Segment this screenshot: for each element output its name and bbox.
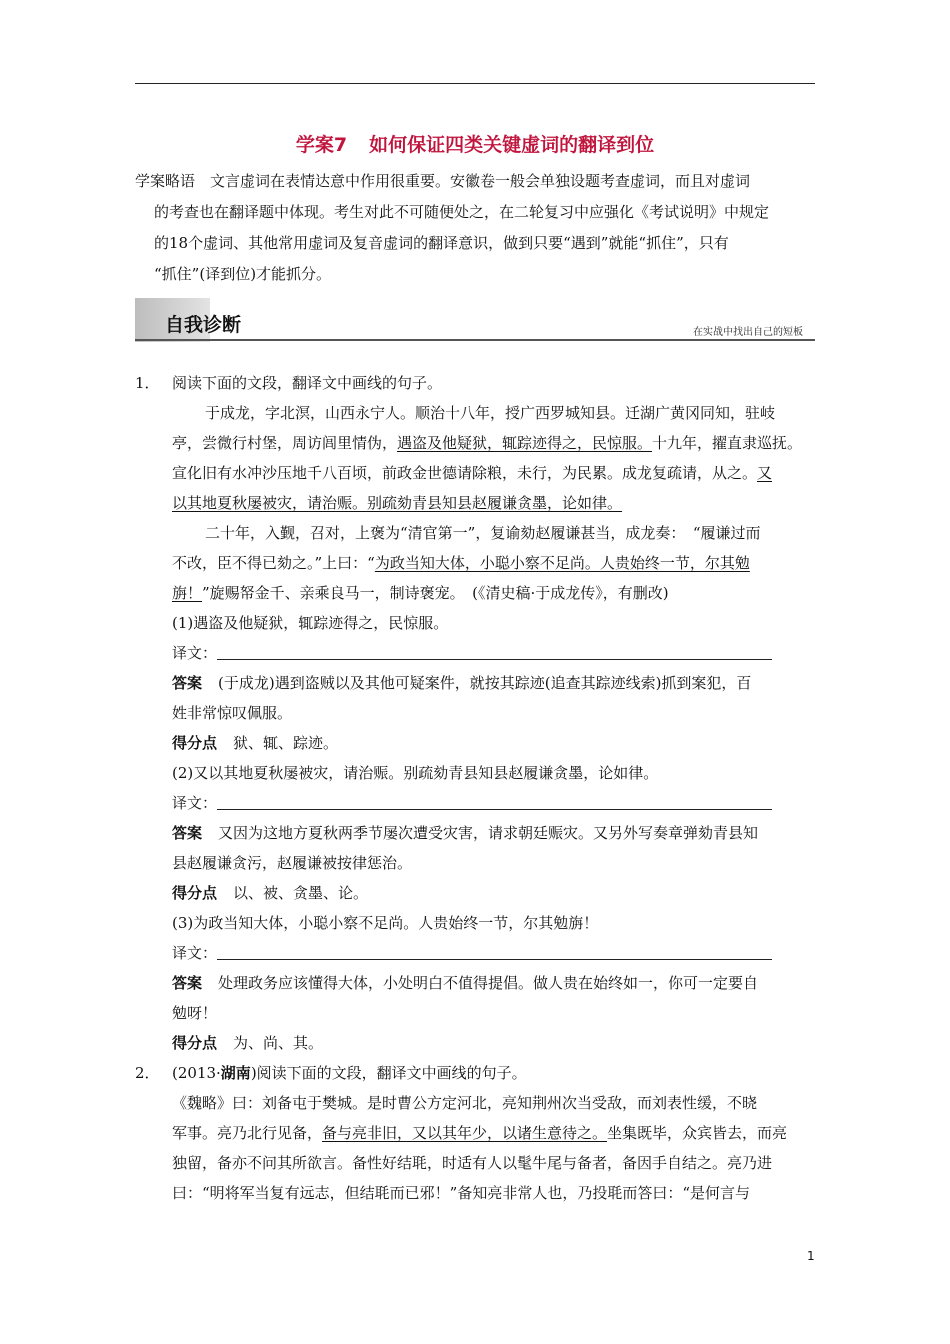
underlined-sentence: 又 — [757, 464, 773, 482]
answer-line — [135, 968, 815, 998]
questions — [135, 368, 815, 1208]
passage-line — [135, 458, 815, 488]
intro-line: “抓住”(译到位)才能抓分。 — [154, 265, 332, 283]
question-text: 阅读下面的文段，翻译文中画线的句子。 — [256, 1064, 527, 1082]
section-slogan: 在实战中找出自己的短板 — [693, 327, 803, 338]
page-number: 1 — [807, 1249, 815, 1263]
title-number: 学案7 — [295, 134, 348, 156]
intro-line: 的18个虚词、其他常用虚词及复音虚词的翻译意识，做到只要“遇到”就能“抓住”，只有 — [154, 234, 729, 252]
sub-question: (3)为政当知大体，小聪小察不足尚。人贵始终一节，尔其勉旃！ — [172, 914, 599, 932]
question-1-prompt — [135, 368, 815, 398]
points-label: 得分点 — [172, 734, 218, 752]
intro-paragraph — [135, 166, 815, 290]
passage-text: ”旋赐帑金千、亲乘良马一，制诗褒宠。 (《清史稿·于成龙传》，有删改) — [202, 584, 669, 602]
answer-line: 县赵履谦贪污，赵履谦被按律惩治。 — [172, 854, 413, 872]
passage-line — [135, 428, 815, 458]
translation-label: 译文： — [172, 944, 218, 962]
question-text: 阅读下面的文段，翻译文中画线的句子。 — [172, 374, 443, 392]
question-number: 2． — [135, 1064, 160, 1082]
translation-line — [135, 638, 815, 668]
passage-line: 二十年，入觐，召对，上褒为“清官第一”，复谕劾赵履谦甚当，成龙奏： “履谦过而 — [205, 524, 761, 542]
section-header — [135, 298, 815, 342]
top-rule — [135, 83, 815, 84]
passage-line: 曰：“明将军当复有远志，但结毦而已邪！”备知亮非常人也，乃投毦而答曰：“是何言与 — [172, 1184, 751, 1202]
question-2-prompt — [135, 1058, 815, 1088]
page-title — [135, 130, 815, 157]
translation-blank[interactable] — [217, 793, 772, 810]
underlined-sentence: 旃！ — [172, 584, 203, 602]
intro-line: 学案略语 文言虚词在表情达意中作用很重要。安徽卷一般会单独设题考查虚词，而且对虚词 — [135, 172, 751, 190]
answer-text: 处理政务应该懂得大体，小处明白不值得提倡。做人贵在始终如一，你可一定要自 — [218, 974, 759, 992]
source-province: 湖南 — [220, 1064, 251, 1082]
underlined-sentence: 遇盗及他疑狱，辄踪迹得之，民惊服。 — [397, 434, 653, 452]
passage-line — [135, 1118, 815, 1148]
underlined-sentence: 以其地夏秋屡被灾，请治赈。别疏劾青县知县赵履谦贪墨，论如律。 — [172, 494, 623, 512]
title-text: 如何保证四类关键虚词的翻译到位 — [369, 134, 655, 156]
passage-text: 十九年，擢直隶巡抚。 — [652, 434, 803, 452]
passage-text: 亭，尝微行村堡，周访闾里情伪， — [172, 434, 398, 452]
section-rule — [135, 339, 815, 341]
underlined-sentence: 为政当知大体，小聪小察不足尚。人贵始终一节，尔其勉 — [374, 554, 750, 572]
passage-text: 不改，臣不得已劾之。”上曰：“ — [172, 554, 375, 572]
translation-blank[interactable] — [217, 943, 772, 960]
answer-text: 又因为这地方夏秋两季节屡次遭受灾害，请求朝廷赈灾。又另外写奏章弹劾青县知 — [218, 824, 759, 842]
points-text: 狱、辄、踪迹。 — [233, 734, 339, 752]
passage-line — [135, 578, 815, 608]
section-label: 自我诊断 — [165, 314, 242, 336]
underlined-sentence: 备与亮非旧，又以其年少，以诸生意待之。 — [322, 1124, 608, 1142]
answer-text: (于成龙)遇到盗贼以及其他可疑案件，就按其踪迹(追查其踪迹线索)抓到案犯，百 — [218, 674, 752, 692]
answer-label: 答案 — [172, 674, 203, 692]
question-number: 1． — [135, 374, 160, 392]
sub-question: (2)又以其地夏秋屡被灾，请治赈。别疏劾青县知县赵履谦贪墨，论如律。 — [172, 764, 659, 782]
translation-blank[interactable] — [217, 643, 772, 660]
points-label: 得分点 — [172, 884, 218, 902]
points-line — [135, 878, 815, 908]
translation-line — [135, 788, 815, 818]
points-label: 得分点 — [172, 1034, 218, 1052]
source-text: (2013· — [172, 1064, 221, 1082]
translation-label: 译文： — [172, 644, 218, 662]
passage-text: 军事。亮乃北行见备， — [172, 1124, 323, 1142]
answer-label: 答案 — [172, 824, 203, 842]
answer-line: 勉呀！ — [172, 1004, 218, 1022]
intro-line: 的考查也在翻译题中体现。考生对此不可随便处之，在二轮复习中应强化《考试说明》中规定 — [154, 203, 770, 221]
translation-line — [135, 938, 815, 968]
points-line — [135, 1028, 815, 1058]
passage-line — [135, 488, 815, 518]
answer-line: 姓非常惊叹佩服。 — [172, 704, 293, 722]
passage-line: 独留，备亦不问其所欲言。备性好结毦，时适有人以髦牛尾与备者，备因手自结之。亮乃进 — [172, 1154, 773, 1172]
sub-question: (1)遇盗及他疑狱，辄踪迹得之，民惊服。 — [172, 614, 449, 632]
points-text: 以、被、贪墨、论。 — [233, 884, 369, 902]
answer-label: 答案 — [172, 974, 203, 992]
passage-line: 《魏略》曰：刘备屯于樊城。是时曹公方定河北，亮知荆州次当受敌，而刘表性缓，不晓 — [172, 1094, 758, 1112]
passage-line: 于成龙，字北溟，山西永宁人。顺治十八年，授广西罗城知县。迁湖广黄冈同知，驻岐 — [205, 404, 776, 422]
points-text: 为、尚、其。 — [233, 1034, 324, 1052]
passage-line — [135, 548, 815, 578]
passage-text: 坐集既毕，众宾皆去，而亮 — [607, 1124, 788, 1142]
source-text: ) — [250, 1064, 257, 1082]
translation-label: 译文： — [172, 794, 218, 812]
answer-line — [135, 668, 815, 698]
points-line — [135, 728, 815, 758]
passage-text: 宣化旧有水冲沙压地千八百顷，前政金世德请除粮，未行，为民累。成龙复疏请，从之。 — [172, 464, 758, 482]
answer-line — [135, 818, 815, 848]
